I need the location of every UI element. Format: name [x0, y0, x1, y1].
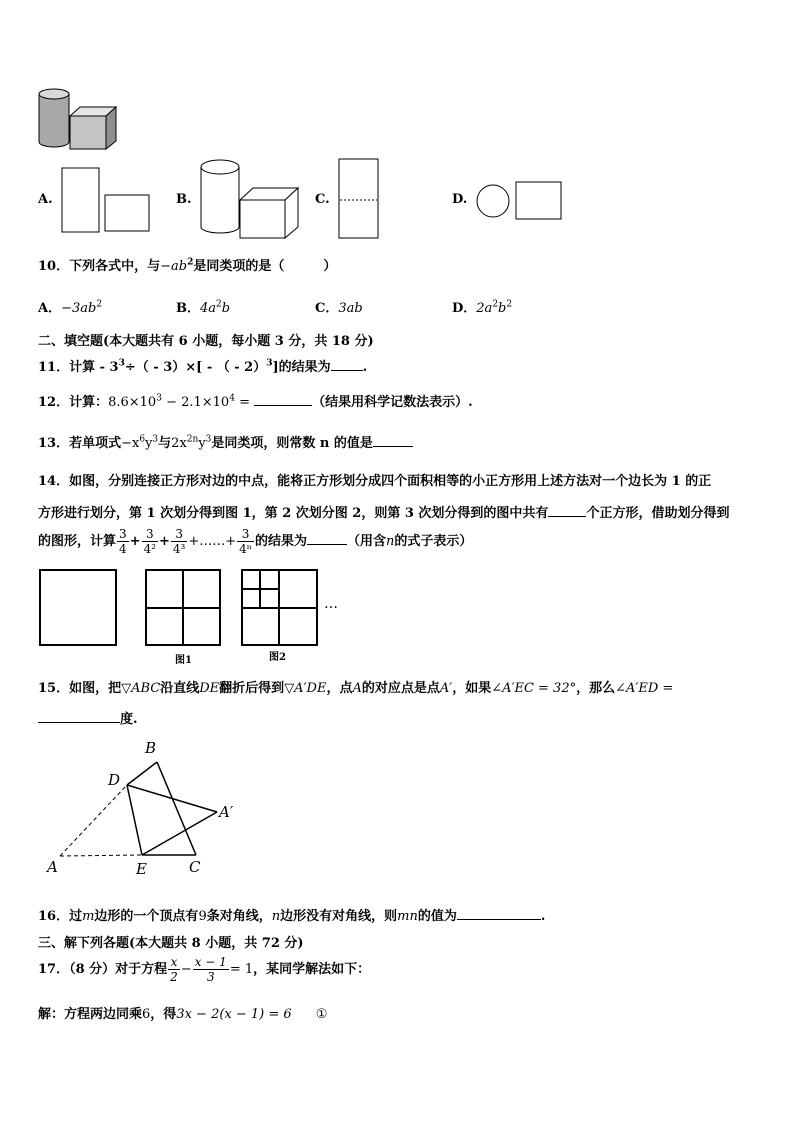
- q14-figure-2: [242, 570, 317, 645]
- q14-line-3: 的图形，计算 $\frac{3}{4}$ + $\frac{3}{\text{4²}}$ + $\frac{3}{\text{4³}}$ +……+ $\frac{3}{\text{4ⁿ}}$ 的结果为 （用含n的式子表示）: [38, 527, 473, 556]
- q15-answer-blank[interactable]: [38, 710, 120, 723]
- q14-answer-blank-2[interactable]: [307, 532, 347, 545]
- q10-option-c[interactable]: C．3ab: [315, 301, 363, 316]
- q10-option-b[interactable]: B．$4a^2b$: [176, 299, 231, 316]
- q14-square-figures: [38, 568, 348, 648]
- q9-option-a-figure: [60, 166, 152, 234]
- q15-label-c: C: [189, 858, 201, 876]
- q14-line-1: 14．如图，分别连接正方形对边的中点，能将正方形划分成四个面积相等的小正方形用上述方法对一个边长为 1 的正: [38, 474, 712, 489]
- q15-label-b: B: [145, 739, 157, 757]
- q9-option-a-label[interactable]: A.: [38, 192, 53, 207]
- q14-caption-2: 图2: [269, 652, 286, 663]
- q15-line-2: 度.: [38, 708, 138, 727]
- q11-answer-blank[interactable]: [331, 358, 363, 371]
- q9-option-b-label[interactable]: B.: [176, 192, 192, 207]
- q15-label-a-prime: A′: [219, 803, 234, 821]
- q10-option-a[interactable]: A．$-3ab^2$: [38, 299, 103, 316]
- section-2-heading: 二、填空题(本大题共有 6 小题，每小题 3 分，共 18 分): [38, 334, 374, 349]
- q12-text: 12．计算：$8.6\times 10^3 - 2.1\times 10^4$ = （结果用科学记数法表示）.: [38, 393, 473, 410]
- q15-label-a: A: [47, 858, 58, 876]
- q17-text: 17．（8 分）对于方程 $\frac{x}{2}$ − $\frac{x - 1}{3}$ = 1，某同学解法如下：: [38, 955, 371, 984]
- q9-option-c-figure: [337, 157, 381, 241]
- q12-answer-blank[interactable]: [254, 393, 312, 406]
- q17-solution-step-1: 解：方程两边同乘6，得3x − 2(x − 1) = 6 ①: [38, 1007, 328, 1022]
- q14-answer-blank-1[interactable]: [548, 504, 586, 517]
- q11-text: 11．计算 - $3^3\div( - 3)\times$[ - （ - 2）$^3$]的结果为 .: [38, 358, 368, 375]
- q14-line-2: 方形进行划分，第 1 次划分得到图 1，第 2 次划分图 2，则第 3 次划分得到的图中共有 个正方形，借助划分得到: [38, 506, 730, 521]
- q10-stem: 10．下列各式中，与$-ab^2$是同类项的是（ ）: [38, 257, 337, 274]
- q13-text: 13．若单项式$-x^6y^3$与$2x^{2n}y^3$是同类项，则常数 n 的值是: [38, 432, 413, 451]
- q9-option-d-figure: [476, 180, 566, 222]
- q16-answer-blank[interactable]: [457, 907, 541, 920]
- q10-option-d[interactable]: D．$2a^2b^2$: [452, 299, 513, 316]
- q9-option-d-label[interactable]: D.: [452, 192, 468, 207]
- q14-figure-1: [146, 570, 220, 645]
- q15-label-d: D: [108, 771, 121, 789]
- q14-square-original: [40, 570, 116, 645]
- q9-option-b-figure: [198, 157, 304, 241]
- q15-line-1: 15．如图，把▽ABC沿直线DE翻折后得到▽A′DE，点A的对应点是点A′，如果∠A′EC = 32°，那么∠A′ED =: [38, 681, 674, 696]
- q16-text: 16．过m边形的一个顶点有9条对角线，n边形没有对角线，则mn的值为 .: [38, 909, 546, 924]
- q9-solid-figure: [36, 86, 122, 152]
- section-3-heading: 三、解下列各题(本大题共 8 小题，共 72 分): [38, 936, 304, 951]
- cylinder-shape: [39, 89, 69, 147]
- q13-answer-blank[interactable]: [373, 434, 413, 447]
- box-shape: [70, 107, 116, 149]
- q9-option-c-label[interactable]: C.: [315, 192, 330, 207]
- q14-caption-1: 图1: [175, 655, 192, 666]
- q15-label-e: E: [136, 860, 147, 878]
- q14-ellipsis: …: [324, 596, 338, 612]
